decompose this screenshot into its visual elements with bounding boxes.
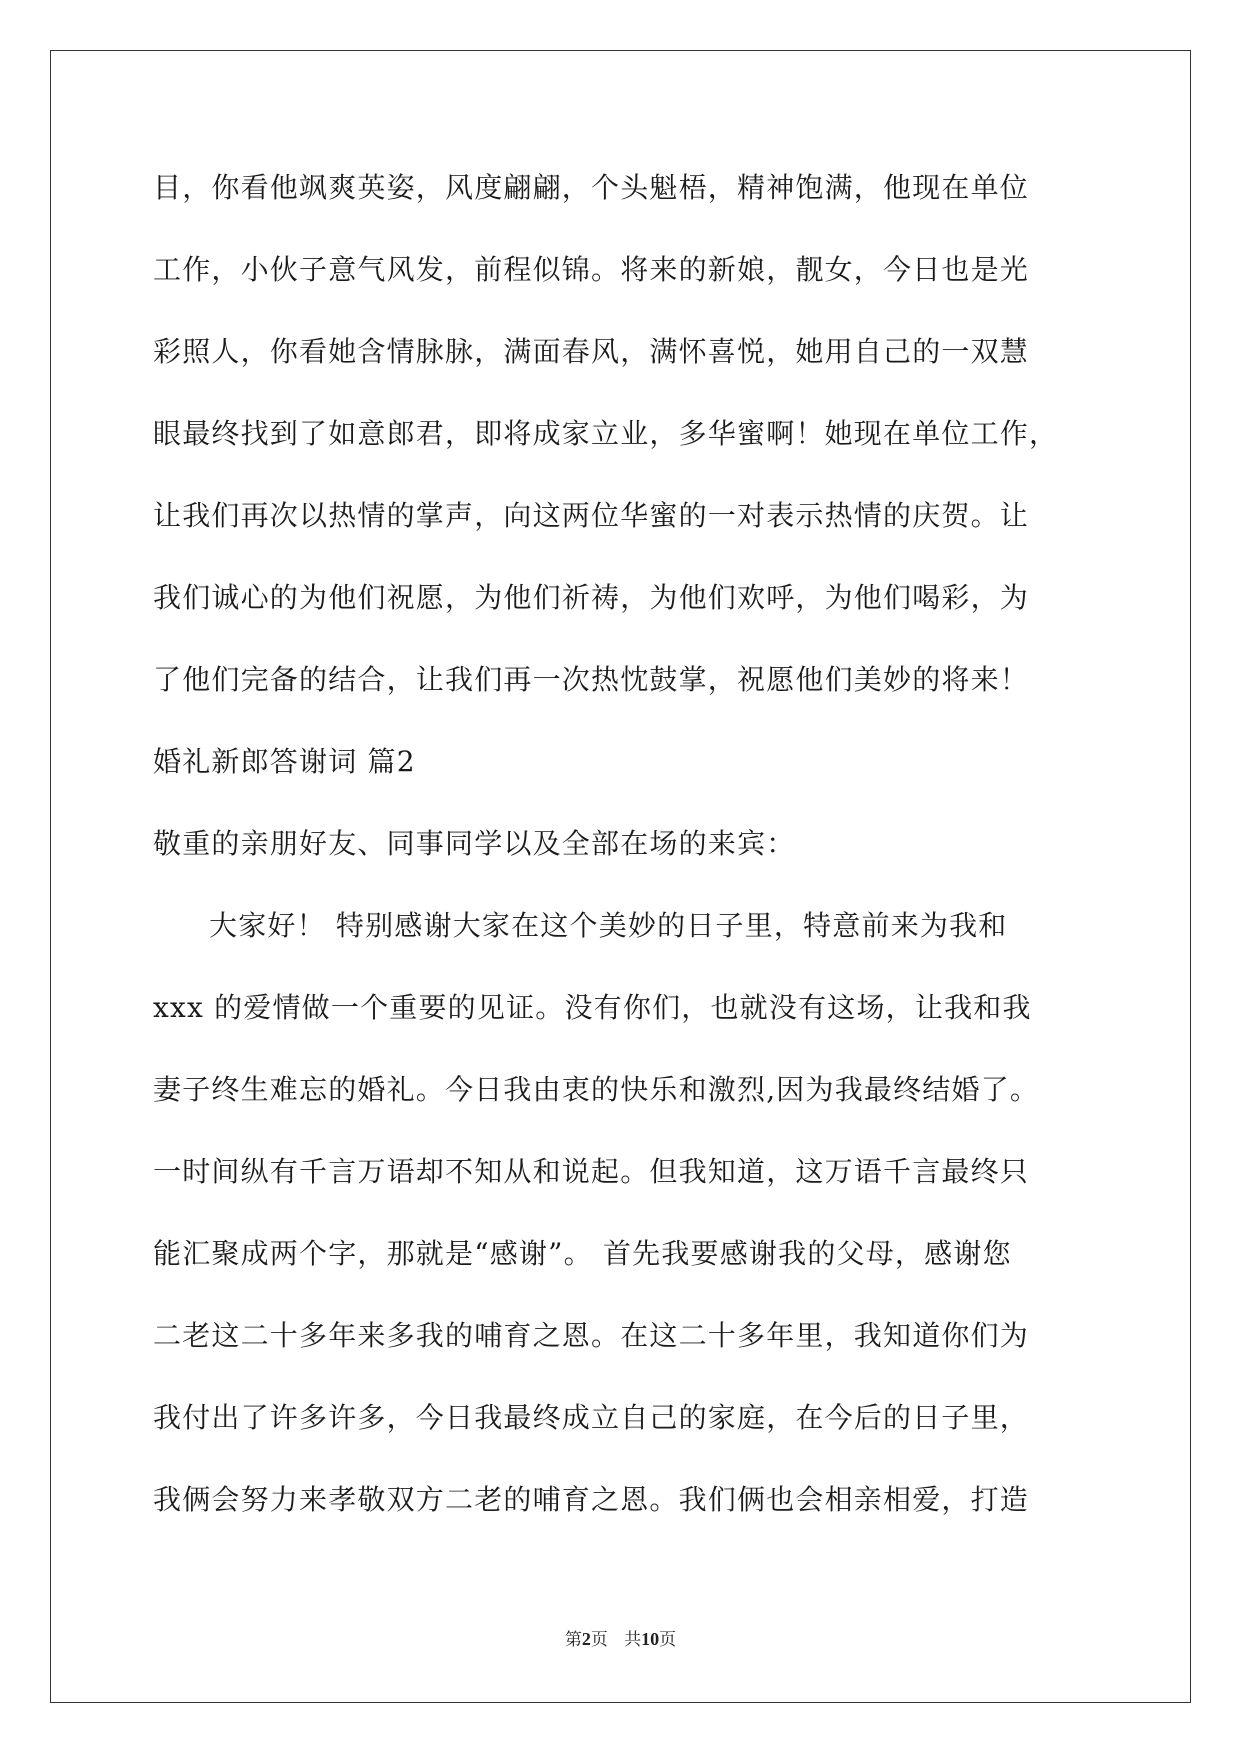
footer-total-suffix: 页 <box>659 1630 677 1650</box>
body-line: 能汇聚成两个字，那就是“感谢”。 首先我要感谢我的父母，感谢您 <box>153 1237 1012 1270</box>
body-line: xxx 的爱情做一个重要的见证。没有你们，也就没有这场，让我和我 <box>153 991 1032 1024</box>
body-line: 我俩会努力来孝敬双方二老的哺育之恩。我们俩也会相亲相爱，打造 <box>153 1483 1030 1516</box>
body-line: 一时间纵有千言万语却不知从和说起。但我知道，这万语千言最终只 <box>153 1155 1030 1188</box>
footer-total-prefix: 共 <box>624 1630 642 1650</box>
body-line: 我们诚心的为他们祝愿，为他们祈祷，为他们欢呼，为他们喝彩，为 <box>153 581 1030 614</box>
total-page-count: 10 <box>641 1629 660 1649</box>
body-line: 大家好！ 特别感谢大家在这个美妙的日子里，特意前来为我和 <box>209 909 1008 942</box>
body-line: 妻子终生难忘的婚礼。今日我由衷的快乐和激烈,因为我最终结婚了。 <box>153 1073 1040 1106</box>
page-footer <box>0 1625 1241 1650</box>
section-heading: 婚礼新郎答谢词 篇2 <box>153 745 416 778</box>
body-line: 彩照人，你看她含情脉脉，满面春风，满怀喜悦，她用自己的一双慧 <box>153 335 1030 368</box>
body-line: 二老这二十多年来多我的哺育之恩。在这二十多年里，我知道你们为 <box>153 1319 1030 1352</box>
body-line: 我付出了许多许多，今日我最终成立自己的家庭，在今后的日子里， <box>153 1401 1030 1434</box>
body-line: 眼最终找到了如意郎君，即将成家立业，多华蜜啊！她现在单位工作， <box>153 417 1059 450</box>
body-line: 了他们完备的结合，让我们再一次热忱鼓掌，祝愿他们美妙的将来！ <box>153 663 1030 696</box>
current-page-number: 2 <box>581 1629 591 1649</box>
body-line: 目，你看他飒爽英姿，风度翩翩，个头魁梧，精神饱满，他现在单位 <box>153 171 1030 204</box>
body-line: 让我们再次以热情的掌声，向这两位华蜜的一对表示热情的庆贺。让 <box>153 499 1030 532</box>
salutation: 敬重的亲朋好友、同事同学以及全部在场的来宾： <box>153 827 796 860</box>
body-line: 工作，小伙子意气风发，前程似锦。将来的新娘，靓女，今日也是光 <box>153 253 1030 286</box>
footer-page-suffix: 页 <box>590 1630 608 1650</box>
document-body <box>153 163 1113 1557</box>
footer-prefix: 第 <box>564 1630 582 1650</box>
